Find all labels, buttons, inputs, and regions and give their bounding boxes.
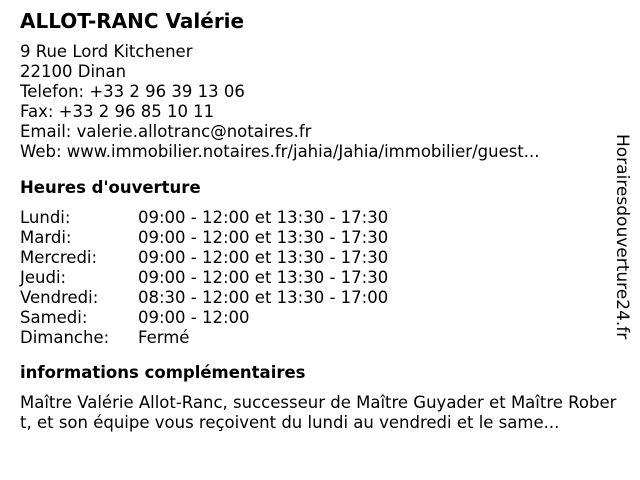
hours-time: 08:30 - 12:00 et 13:30 - 17:00 [138, 288, 389, 307]
business-card [20, 8, 620, 433]
hours-time: 09:00 - 12:00 [138, 308, 250, 327]
hours-day: Dimanche: [20, 328, 110, 347]
hours-row [20, 228, 620, 248]
business-title: ALLOT-RANC Valérie [20, 9, 245, 33]
address-city: 22100 Dinan [20, 62, 127, 81]
email-line[interactable]: Email: valerie.allotranc@notaires.fr [20, 122, 312, 141]
hours-row [20, 308, 620, 328]
hours-day: Mercredi: [20, 248, 98, 267]
hours-day: Jeudi: [20, 268, 67, 287]
hours-time: 09:00 - 12:00 et 13:30 - 17:30 [138, 208, 389, 227]
hours-row [20, 268, 620, 288]
hours-time: 09:00 - 12:00 et 13:30 - 17:30 [138, 248, 389, 267]
contact-block [20, 42, 620, 162]
hours-row [20, 208, 620, 228]
fax-line: Fax: +33 2 96 85 10 11 [20, 102, 215, 121]
hours-day: Mardi: [20, 228, 72, 247]
site-brand-watermark: Horairesdouverture24.fr [612, 134, 632, 340]
hours-day: Lundi: [20, 208, 71, 227]
hours-row [20, 288, 620, 308]
info-heading: informations complémentaires [20, 363, 306, 382]
hours-day: Vendredi: [20, 288, 99, 307]
hours-time: 09:00 - 12:00 et 13:30 - 17:30 [138, 228, 389, 247]
info-text: Maître Valérie Allot-Ranc, successeur de Maître Guyader et Maître Robert, et son équipe vous reçoivent du lundi au vendredi et le same... [20, 393, 617, 432]
hours-time: Fermé [138, 328, 190, 347]
hours-heading: Heures d'ouverture [20, 178, 201, 197]
hours-day: Samedi: [20, 308, 88, 327]
hours-time: 09:00 - 12:00 et 13:30 - 17:30 [138, 268, 389, 287]
phone-line[interactable]: Telefon: +33 2 96 39 13 06 [20, 82, 245, 101]
hours-table [20, 208, 620, 348]
hours-row [20, 248, 620, 268]
website-line[interactable]: Web: www.immobilier.notaires.fr/jahia/Jahia/immobilier/guest... [20, 142, 540, 161]
hours-row [20, 328, 620, 348]
address-street: 9 Rue Lord Kitchener [20, 42, 193, 61]
